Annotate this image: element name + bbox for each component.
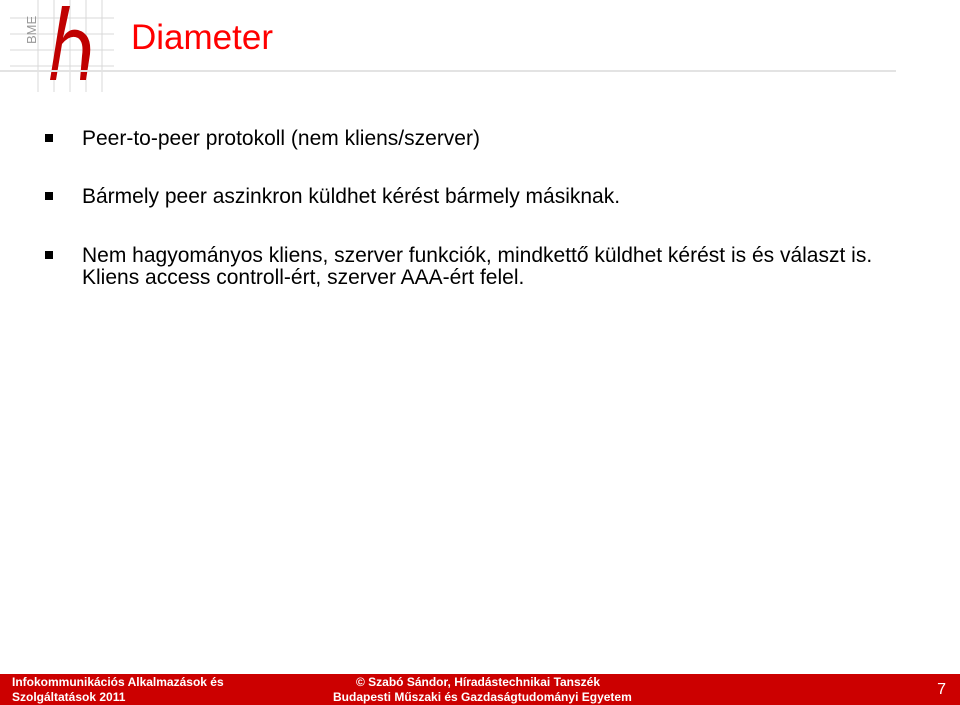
bme-logo-graphic [10, 0, 114, 92]
footer-university: Budapesti Műszaki és Gazdaságtudományi Egyetem [333, 690, 632, 704]
bullet-marker [45, 251, 53, 259]
bullet-marker [45, 134, 53, 142]
footer-course-line1: Infokommunikációs Alkalmazások és [12, 675, 224, 689]
bullet-item: Bármely peer aszinkron küldhet kérést bármely másiknak. [82, 185, 621, 208]
bme-logo [10, 0, 114, 92]
footer-course-line2: Szolgáltatások 2011 [12, 690, 126, 704]
bullet-item: Peer-to-peer protokoll (nem kliens/szerver) [82, 127, 480, 150]
page-number: 7 [937, 681, 946, 698]
logo-text: BME [24, 15, 39, 44]
slide-title: Diameter [131, 18, 273, 57]
bullet-marker [45, 192, 53, 200]
footer-bar [0, 674, 960, 705]
bullet-item: Nem hagyományos kliens, szerver funkciók, mindkettő küldhet kérést is és választ is. Kliens access controll-ért, szerver AAA-ért felel. [82, 244, 873, 289]
footer-author: © Szabó Sándor, Híradástechnikai Tanszék [356, 675, 601, 689]
title-divider [0, 70, 896, 72]
